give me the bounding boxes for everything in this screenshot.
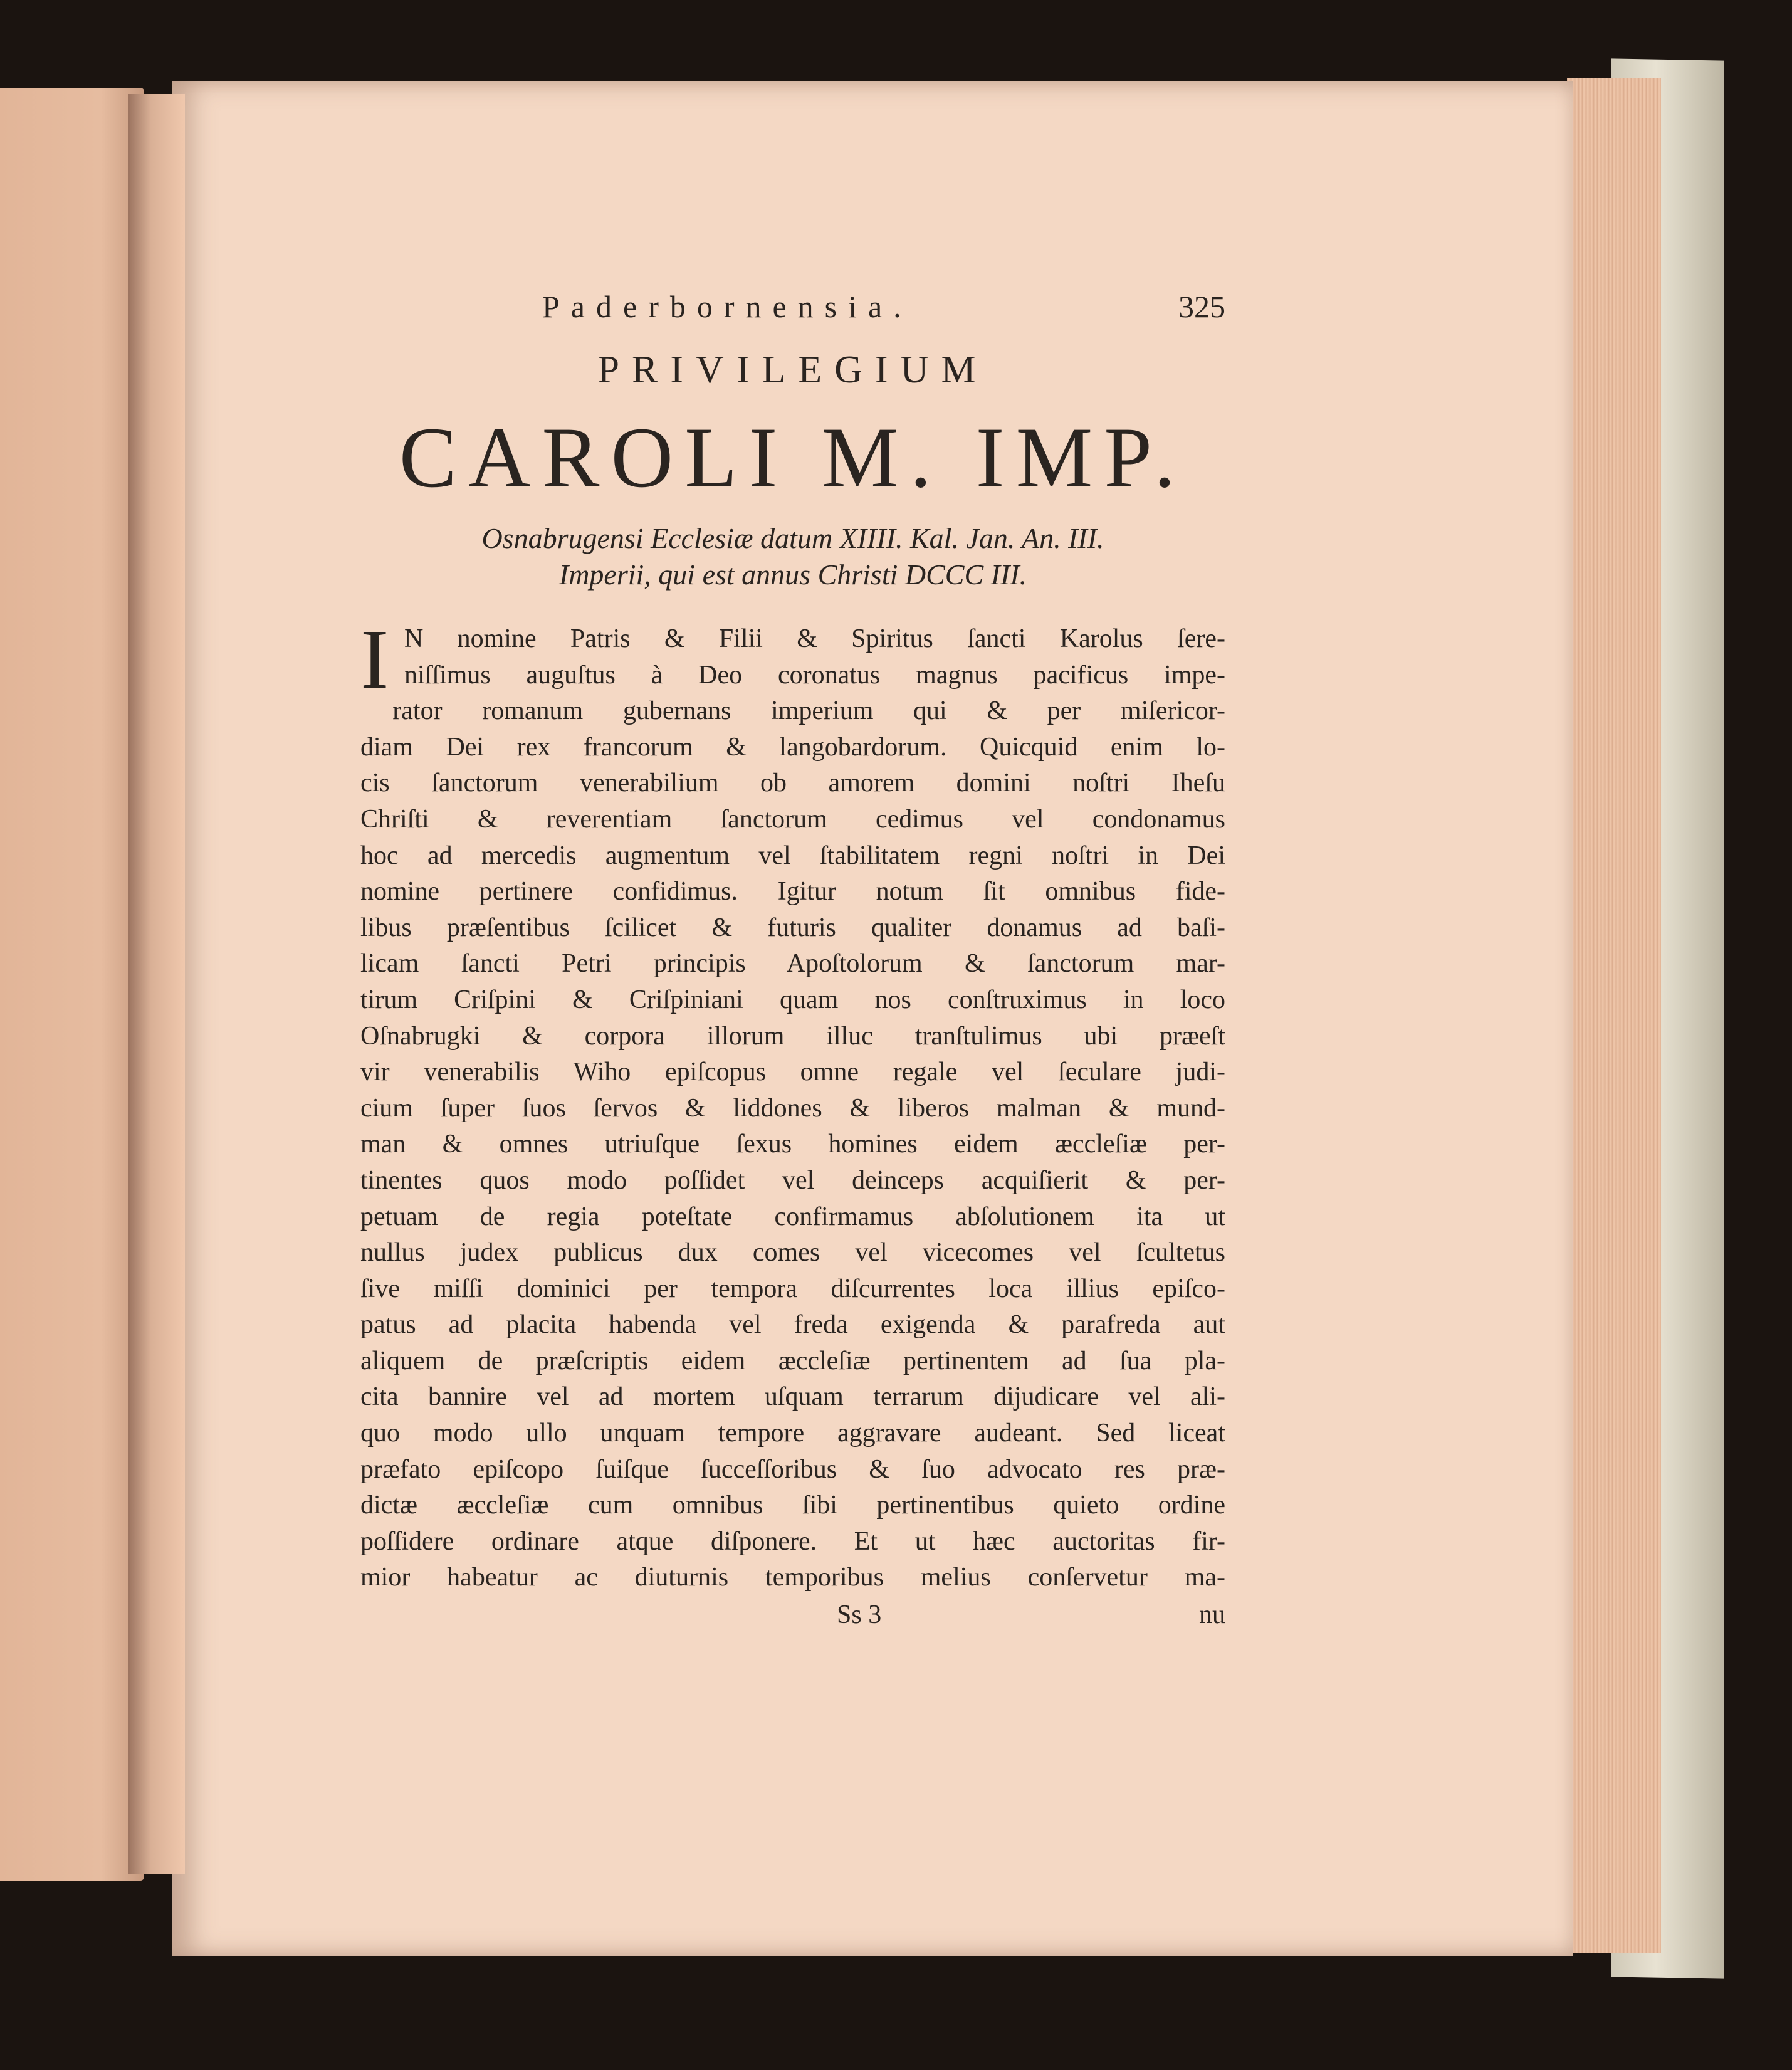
subtitle-line: Osnabrugensi Ecclesiæ datum XIIII. Kal. Jan. An. III. (481, 522, 1104, 554)
text-line: vir venerabilis Wiho epiſcopus omne regale vel ſeculare judi- (360, 1058, 1225, 1087)
text-line: mior habeatur ac diuturnis temporibus melius conſervetur ma- (360, 1563, 1225, 1592)
text-line: cita bannire vel ad mortem uſquam terrarum dijudicare vel ali- (360, 1382, 1225, 1412)
text-line: dictæ æccleſiæ cum omnibus ſibi pertinentibus quieto ordine (360, 1491, 1225, 1520)
text-line: man & omnes utriuſque ſexus homines eidem æccleſiæ per- (360, 1130, 1225, 1159)
subtitle (360, 520, 1225, 593)
text-line: hoc ad mercedis augmentum vel ſtabilitatem regni noſtri in Dei (360, 841, 1225, 870)
drop-cap: I (360, 612, 389, 707)
page-number: 325 (1178, 289, 1225, 324)
body-text (360, 612, 1225, 1596)
page-footer (360, 1600, 1225, 1637)
text-line: quo modo ullo unquam tempore aggravare audeant. Sed liceat (360, 1419, 1225, 1448)
subtitle-line: Imperii, qui est annus Christi DCCC III. (558, 559, 1027, 591)
text-line: Chriſti & reverentiam ſanctorum cedimus vel condonamus (360, 804, 1225, 834)
text-line: cis ſanctorum venerabilium ob amorem domini noſtri Iheſu (360, 769, 1225, 798)
text-line: petuam de regia poteſtate confirmamus abſolutionem ita ut (360, 1202, 1225, 1231)
text-line: tinentes quos modo poſſidet vel deinceps acquiſierit & per- (360, 1165, 1225, 1195)
text-line: tirum Criſpini & Criſpiniani quam nos conſtruximus in loco (360, 985, 1225, 1014)
text-line: præfato epiſcopo ſuiſque ſucceſſoribus & ſuo advocato res præ- (360, 1454, 1225, 1484)
text-line: libus præſentibus ſcilicet & futuris qualiter donamus ad baſi- (360, 913, 1225, 942)
catchword: nu (1199, 1600, 1225, 1630)
text-line: aliquem de præſcriptis eidem æccleſiæ pertinentem ad ſua pla- (360, 1346, 1225, 1375)
book-gutter (128, 94, 185, 1874)
text-line: nullus judex publicus dux comes vel vicecomes vel ſcultetus (360, 1238, 1225, 1268)
running-head-title: Paderbornensia. (542, 289, 913, 324)
main-heading: CAROLI M. IMP. (399, 409, 1187, 505)
kicker-heading: PRIVILEGIUM (597, 349, 988, 391)
text-line: diam Dei rex francorum & langobardorum. Quicquid enim lo- (360, 732, 1225, 762)
text-line: nomine pertinere confidimus. Igitur notum ſit omnibus fide- (360, 877, 1225, 906)
text-line: ſive miſſi dominici per tempora diſcurrentes loca illius epiſco- (360, 1274, 1225, 1303)
text-line: N nomine Patris & Filii & Spiritus ſancti Karolus ſere- (404, 624, 1225, 653)
text-line: poſſidere ordinare atque diſponere. Et ut hæc auctoritas fir- (360, 1526, 1225, 1556)
text-line: rator romanum gubernans imperium qui & per miſericor- (392, 696, 1225, 726)
running-head (360, 288, 1225, 332)
text-line: Oſnabrugki & corpora illorum illuc tranſtulimus ubi præeſt (360, 1021, 1225, 1051)
page-stack-edge (1567, 78, 1661, 1953)
text-line: licam ſancti Petri principis Apoſtolorum & ſanctorum mar- (360, 949, 1225, 979)
text-line: niſſimus auguſtus à Deo coronatus magnus pacificus impe- (404, 660, 1225, 690)
text-line: cium ſuper ſuos ſervos & liddones & liberos malman & mund- (360, 1093, 1225, 1123)
signature-mark: Ss 3 (837, 1600, 882, 1630)
facing-page-edge (0, 88, 144, 1881)
text-line: patus ad placita habenda vel freda exigenda & parafreda aut (360, 1310, 1225, 1340)
text-block (360, 288, 1225, 1637)
